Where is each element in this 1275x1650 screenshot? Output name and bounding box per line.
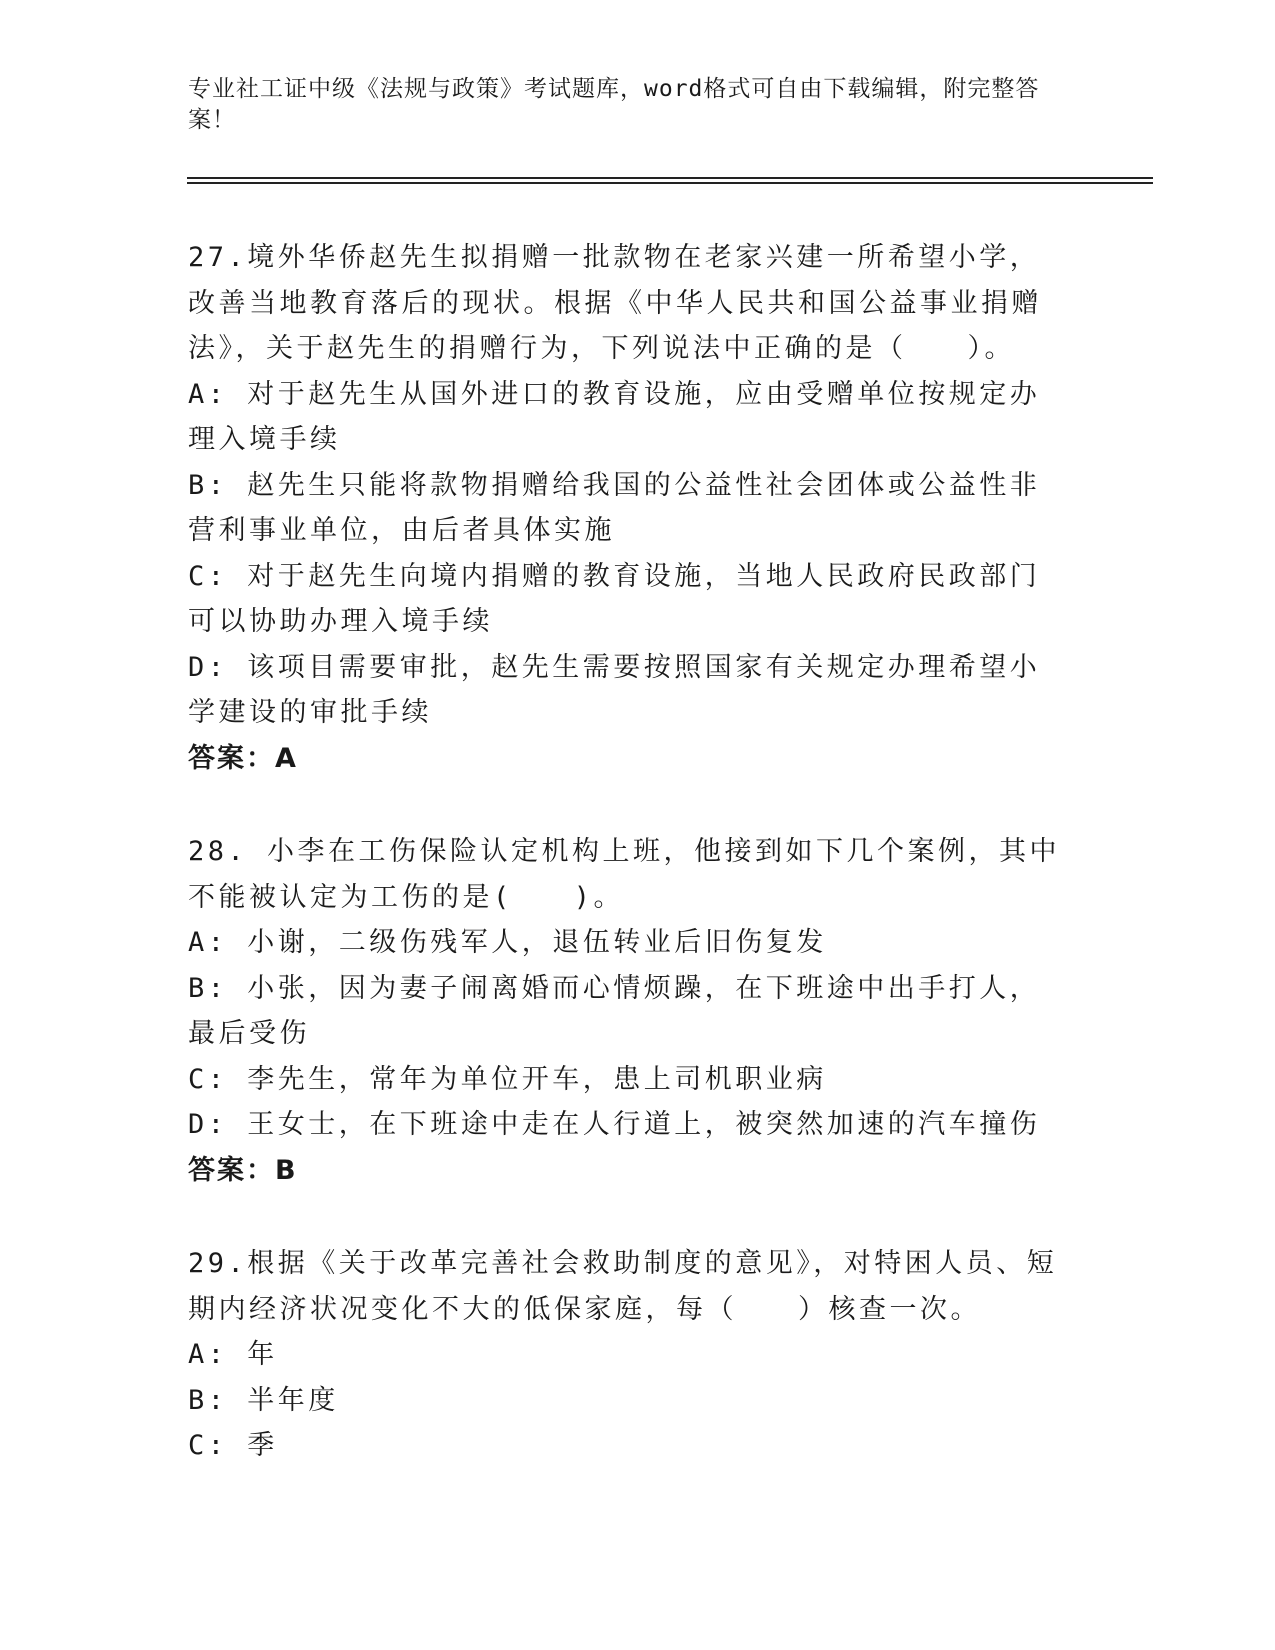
document-header: 专业社工证中级《法规与政策》考试题库，word格式可自由下载编辑，附完整答案！: [188, 76, 1040, 133]
answer: 答案：B: [188, 1154, 298, 1186]
option-a: A: 小谢，二级伤残军人，退伍转业后旧伤复发: [188, 927, 827, 958]
question-list: [188, 235, 1068, 1517]
option-c: C: 对于赵先生向境内捐赠的教育设施，当地人民政府民政部门可以协助办理入境手续: [188, 560, 1041, 637]
header-rule-bottom: [187, 182, 1153, 184]
header-rule-top: [187, 177, 1153, 179]
question-stem: 27.境外华侨赵先生拟捐赠一批款物在老家兴建一所希望小学，改善当地教育落后的现状。根据《中华人民共和国公益事业捐赠法》，关于赵先生的捐赠行为，下列说法中正确的是（ ）。: [188, 242, 1042, 364]
question-29: [188, 1241, 1068, 1469]
option-b: B: 赵先生只能将款物捐赠给我国的公益性社会团体或公益性非营利事业单位，由后者具体实施: [188, 469, 1041, 546]
question-stem: 29.根据《关于改革完善社会救助制度的意见》，对特困人员、短期内经济状况变化不大的低保家庭，每（ ）核查一次。: [188, 1248, 1058, 1325]
question-27: [188, 235, 1068, 781]
option-a: A: 年: [188, 1339, 278, 1370]
question-28: [188, 829, 1068, 1193]
answer: 答案：A: [188, 742, 298, 774]
question-stem: 28. 小李在工伤保险认定机构上班，他接到如下几个案例，其中不能被认定为工伤的是( )。: [188, 836, 1061, 913]
option-a: A: 对于赵先生从国外进口的教育设施，应由受赠单位按规定办理入境手续: [188, 378, 1041, 455]
option-c: C: 季: [188, 1430, 278, 1461]
option-d: D: 王女士，在下班途中走在人行道上，被突然加速的汽车撞伤: [188, 1109, 1041, 1140]
option-d: D: 该项目需要审批，赵先生需要按照国家有关规定办理希望小学建设的审批手续: [188, 651, 1041, 728]
option-b: B: 小张，因为妻子闹离婚而心情烦躁，在下班途中出手打人，最后受伤: [188, 972, 1041, 1049]
option-b: B: 半年度: [188, 1384, 339, 1416]
option-c: C: 李先生，常年为单位开车，患上司机职业病: [188, 1063, 827, 1095]
